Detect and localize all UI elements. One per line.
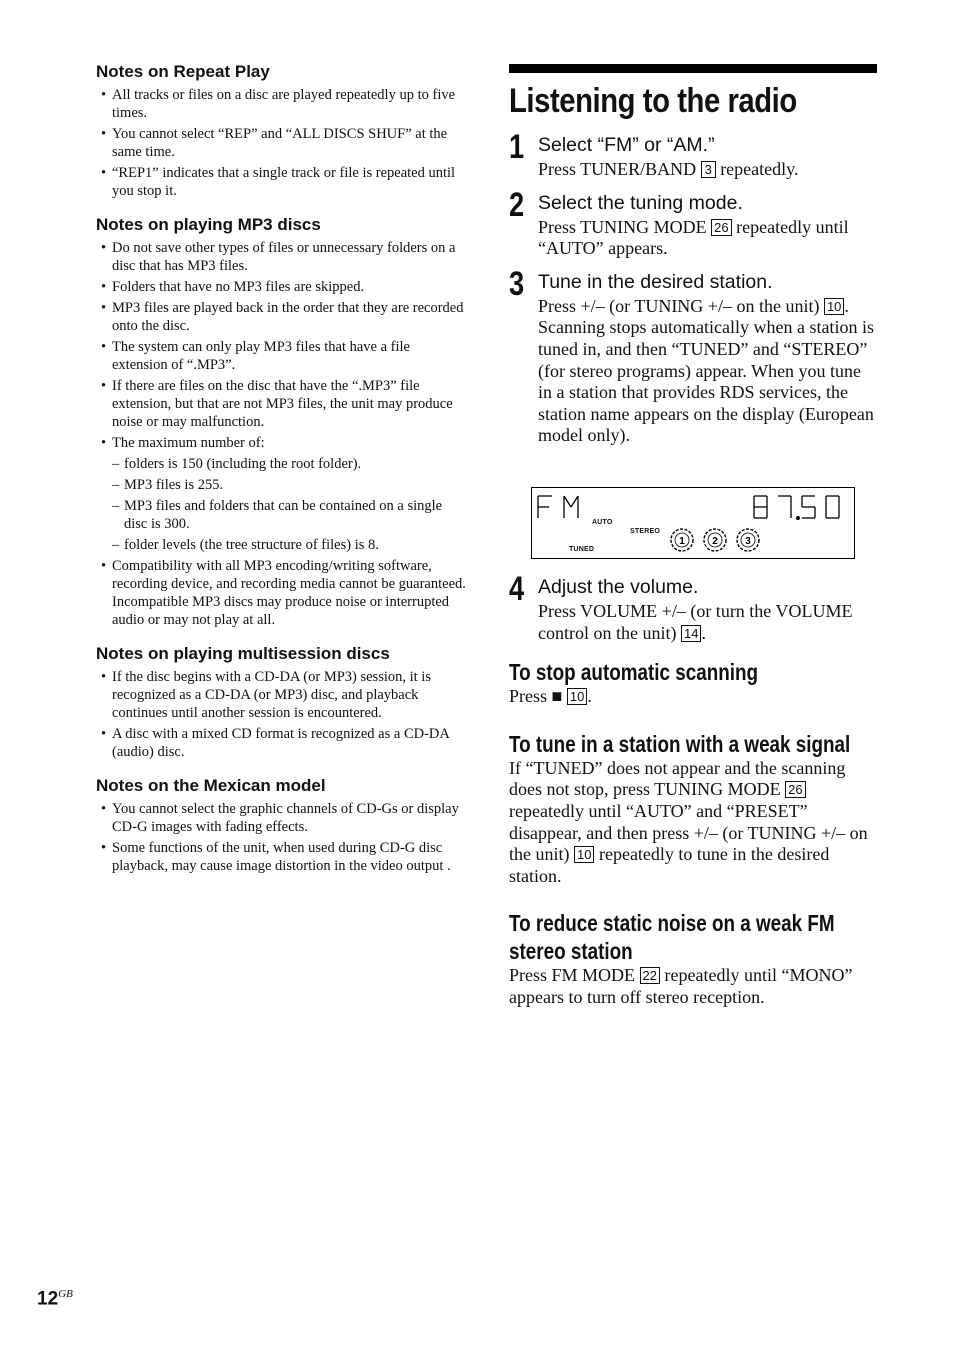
subsection-body: [509, 965, 877, 1008]
decimal-point: [797, 517, 800, 520]
key-reference: 22: [640, 967, 660, 984]
bullet-item: • You cannot select “REP” and “ALL DISCS SHUF” at the same time.: [96, 125, 468, 161]
notes-column: [96, 62, 468, 890]
tuned-indicator: TUNED: [569, 546, 595, 553]
key-reference: 10: [574, 846, 594, 863]
section-heading: Notes on playing multisession discs: [96, 644, 390, 663]
body-text: repeatedly until “AUTO” appears.: [538, 216, 849, 259]
subsection-body: [509, 758, 877, 888]
step-heading: Select “FM” or “AM.”: [538, 134, 715, 156]
step-heading: Tune in the desired station.: [538, 270, 773, 293]
body-text: .: [701, 622, 706, 643]
body-text: repeatedly.: [715, 159, 799, 179]
page-number-suffix: GB: [58, 1288, 73, 1300]
notes-list: [96, 800, 468, 875]
dash-item: – folders is 150 (including the root folder).: [96, 455, 468, 473]
step-body: [538, 159, 877, 181]
body-text: Press VOLUME +/– (or turn the VOLUME control on the unit): [538, 600, 853, 643]
disc-number: 2: [712, 536, 718, 547]
auto-indicator: AUTO: [592, 519, 613, 526]
bullet-item: • If the disc begins with a CD-DA (or MP3) session, it is recognized as a CD-DA (or MP3) disc, and playback continues until another session is encountered.: [96, 668, 468, 722]
bullet-item: • Do not save other types of files or unnecessary folders on a disc that has MP3 files.: [96, 239, 468, 275]
segment: [571, 496, 578, 507]
key-reference: 26: [785, 781, 805, 798]
disc-number: 3: [745, 536, 751, 547]
section-heading: Notes on playing MP3 discs: [96, 215, 321, 234]
body-text: Press: [509, 686, 552, 707]
dash-item: – folder levels (the tree structure of files) is 8.: [96, 536, 468, 554]
notes-list: [96, 86, 468, 200]
bullet-item: • All tracks or files on a disc are played repeatedly up to five times.: [96, 86, 468, 122]
notes-list: [96, 668, 468, 761]
body-text: Press TUNER/BAND: [538, 159, 701, 179]
body-text: repeatedly until “AUTO” and “PRESET” disappear, and then press +/– (or TUNING +/– on the unit): [509, 800, 868, 865]
subsection-heading: To reduce static noise on a weak FM stereo station: [509, 910, 835, 965]
title-rule: [509, 64, 877, 73]
step-body: [538, 601, 877, 644]
step-3: [509, 264, 877, 447]
step-body: [538, 217, 877, 260]
page-number-value: 12: [37, 1288, 59, 1310]
step-2: [509, 185, 877, 260]
section-heading: Notes on the Mexican model: [96, 776, 326, 795]
key-reference: 26: [711, 219, 731, 236]
bullet-item: • If there are files on the disc that have the “.MP3” file extension, but that are not MP3 files, the unit may produce noise or may malfunction.: [96, 377, 468, 431]
page-title: Listening to the radio: [509, 82, 797, 120]
step-body: [538, 296, 877, 447]
step-number: 3: [509, 264, 525, 303]
body-text: . Scanning stops automatically when a station is tuned in, and then “TUNED” and “STEREO” (for stereo programs) appear. When you tune in a station that provides RDS services, the station name appears on the display (European model only).: [538, 295, 874, 446]
notes-section: [96, 62, 468, 200]
bullet-item: • The maximum number of:: [96, 434, 468, 452]
dash-item: – MP3 files and folders that can be contained on a single disc is 300.: [96, 497, 468, 533]
bullet-item: • Some functions of the unit, when used during CD-G disc playback, may cause image distortion in the video output .: [96, 839, 468, 875]
key-reference: 3: [701, 161, 716, 178]
stereo-indicator: STEREO: [630, 528, 660, 535]
notes-list: [96, 239, 468, 629]
tuner-display-illustration: [531, 487, 855, 559]
body-text: Press TUNING MODE: [538, 216, 712, 237]
bullet-item: • “REP1” indicates that a single track or file is repeated until you stop it.: [96, 164, 468, 200]
subsections: [509, 658, 877, 1008]
bullet-item: • Compatibility with all MP3 encoding/writing software, recording device, and recording media cannot be guaranteed. Incompatible MP3 discs may produce noise or interrupted audio or may not play at all.: [96, 557, 468, 629]
subsection-heading: To stop automatic scanning: [509, 659, 759, 686]
body-text: If “TUNED” does not appear and the scanning does not stop, press TUNING MODE: [509, 757, 846, 800]
segment: [564, 496, 571, 507]
bullet-item: • You cannot select the graphic channels of CD-Gs or display CD-G images with fading effects.: [96, 800, 468, 836]
step-1: [509, 128, 877, 181]
stop-symbol: ■: [551, 686, 563, 707]
bullet-item: • The system can only play MP3 files that have a file extension of “.MP3”.: [96, 338, 468, 374]
body-text: repeatedly to tune in the desired station.: [509, 844, 830, 886]
step-number: 4: [509, 569, 525, 608]
subsection-body: [509, 686, 877, 708]
subsection: [509, 909, 877, 1008]
key-reference: 10: [824, 298, 844, 315]
body-text: Press +/– (or TUNING +/– on the unit): [538, 295, 824, 316]
notes-section: [96, 644, 468, 761]
body-text: .: [587, 686, 592, 707]
dash-item: – MP3 files is 255.: [96, 476, 468, 494]
body-text: Press FM MODE: [509, 965, 640, 986]
section-heading: Notes on Repeat Play: [96, 62, 270, 81]
steps-group-2: [509, 569, 877, 644]
steps-group-1: [509, 128, 877, 447]
subsection-heading: To tune in a station with a weak signal: [509, 730, 851, 757]
notes-section: [96, 776, 468, 875]
bullet-item: • Folders that have no MP3 files are skipped.: [96, 278, 468, 296]
disc-number: 1: [679, 536, 685, 547]
bullet-item: • MP3 files are played back in the order that they are recorded onto the disc.: [96, 299, 468, 335]
subsection: [509, 730, 877, 888]
step-4: [509, 569, 877, 644]
step-number: 1: [509, 128, 525, 166]
key-reference: 10: [567, 688, 587, 705]
step-heading: Select the tuning mode.: [538, 191, 743, 214]
step-number: 2: [509, 185, 525, 224]
key-reference: 14: [681, 625, 701, 642]
bullet-item: • A disc with a mixed CD format is recognized as a CD-DA (audio) disc.: [96, 725, 468, 761]
body-text: repeatedly until “MONO” appears to turn off stereo reception.: [509, 965, 853, 1007]
page-number: [37, 1288, 73, 1310]
notes-section: [96, 215, 468, 629]
subsection: [509, 658, 877, 708]
step-heading: Adjust the volume.: [538, 575, 699, 598]
